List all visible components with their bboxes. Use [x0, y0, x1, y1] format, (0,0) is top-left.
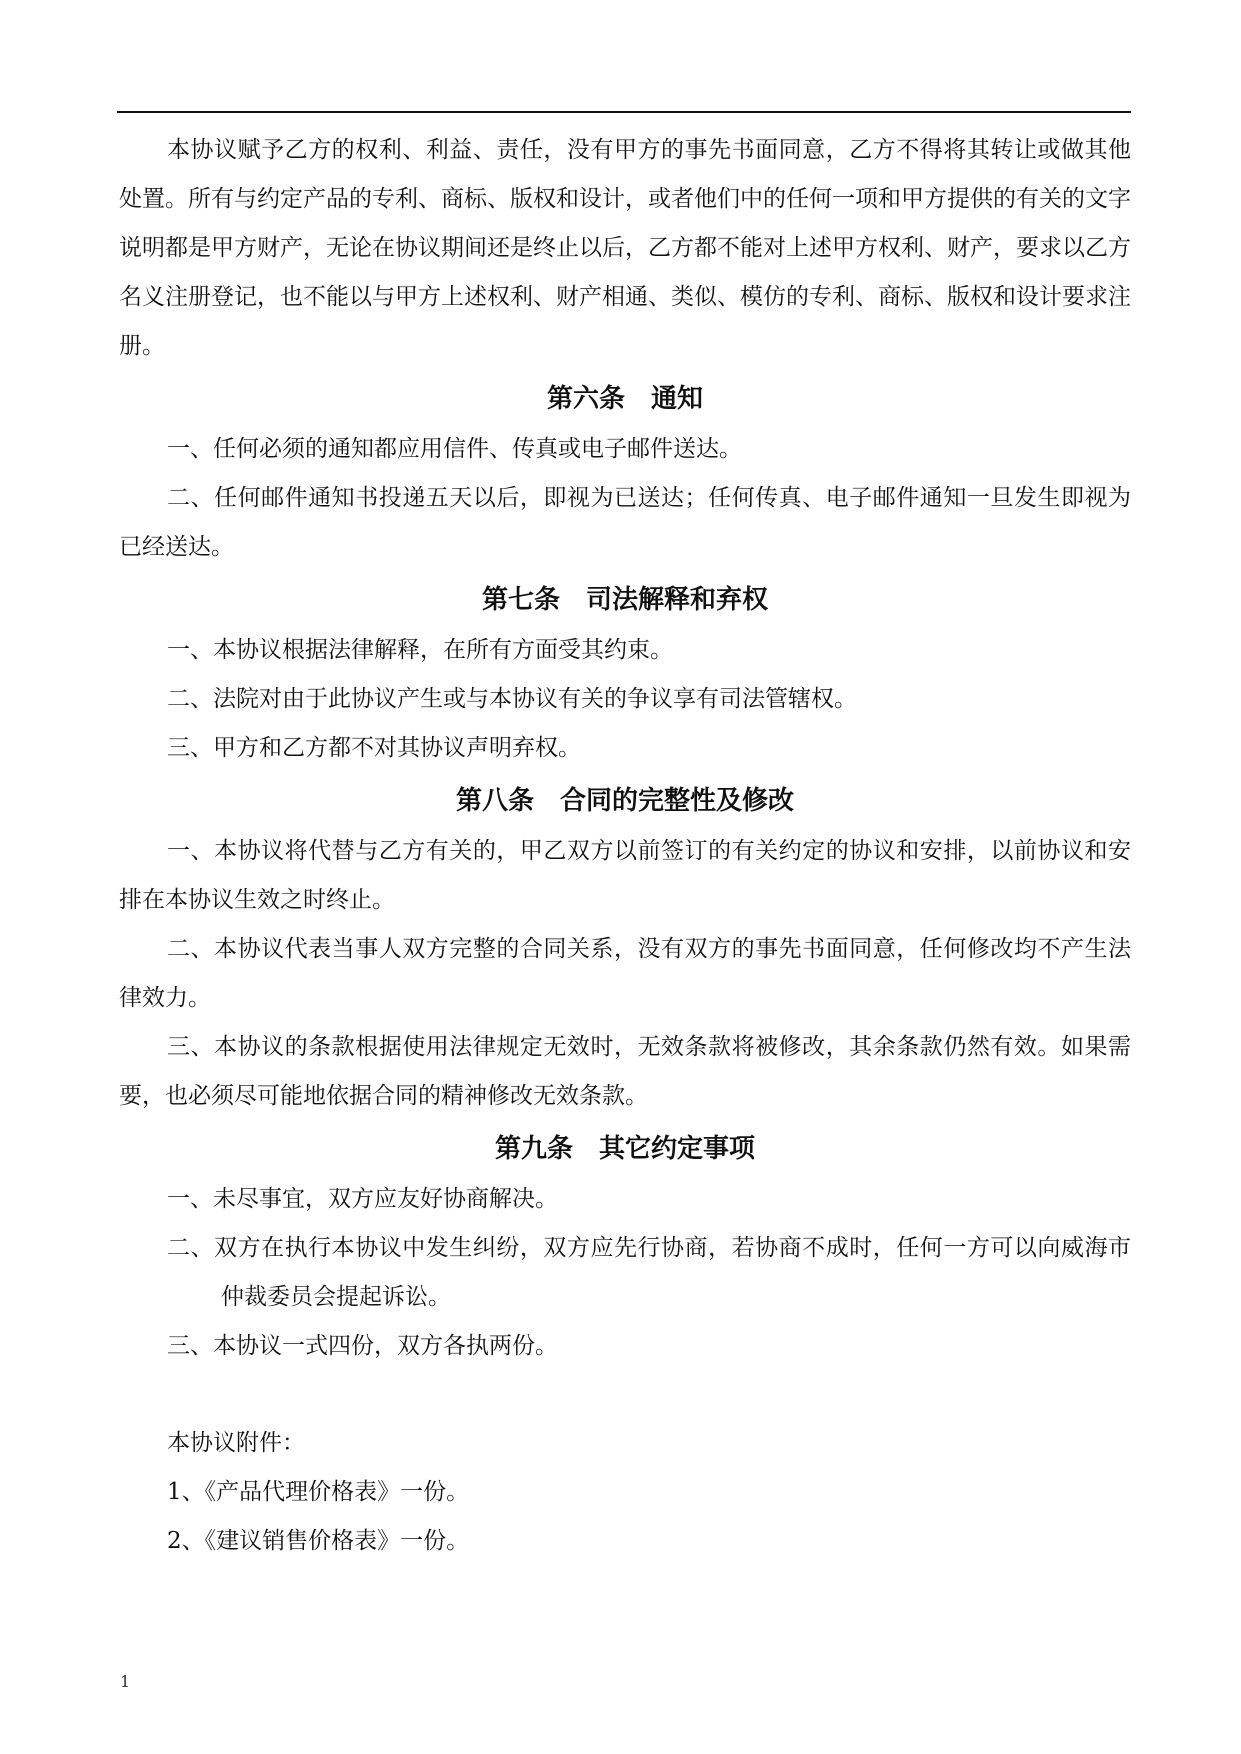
section-7-item-3: 三、甲方和乙方都不对其协议声明弃权。: [167, 735, 581, 761]
section-8-item-2: 二、本协议代表当事人双方完整的合同关系，没有双方的事先书面同意，任何修改均不产生法律效力。: [119, 936, 1131, 1011]
section-8-item-3: 三、本协议的条款根据使用法律规定无效时，无效条款将被修改，其余条款仍然有效。如果需要，也必须尽可能地依据合同的精神修改无效条款。: [119, 1034, 1131, 1109]
section-7-item-2: 二、法院对由于此协议产生或与本协议有关的争议享有司法管辖权。: [167, 686, 857, 712]
attachment-item-1: 1、《产品代理价格表》一份。: [167, 1479, 470, 1505]
attachment-item-2: 2、《建议销售价格表》一份。: [167, 1528, 470, 1554]
section-9-item-3: 三、本协议一式四份，双方各执两份。: [167, 1333, 558, 1359]
section-6-item-1: 一、任何必须的通知都应用信件、传真或电子邮件送达。: [167, 436, 742, 462]
section-7-item-1: 一、本协议根据法律解释，在所有方面受其约束。: [167, 637, 673, 663]
section-9-item-1: 一、未尽事宜，双方应友好协商解决。: [167, 1186, 558, 1212]
attachments-label: 本协议附件：: [167, 1430, 305, 1456]
document-body: [119, 126, 1131, 1566]
section-heading-8: 第八条 合同的完整性及修改: [455, 786, 794, 816]
section-heading-6: 第六条 通知: [546, 384, 703, 414]
section-heading-7: 第七条 司法解释和弃权: [481, 585, 768, 615]
section-heading-9: 第九条 其它约定事项: [494, 1134, 755, 1164]
intro-paragraph: 本协议赋予乙方的权利、利益、责任，没有甲方的事先书面同意，乙方不得将其转让或做其他处置。所有与约定产品的专利、商标、版权和设计，或者他们中的任何一项和甲方提供的有关的文字说明都是甲方财产，无论在协议期间还是终止以后，乙方都不能对上述甲方权利、财产，要求以乙方名义注册登记，也不能以与甲方上述权利、财产相通、类似、模仿的专利、商标、版权和设计要求注册。: [119, 137, 1131, 359]
section-9-item-2: 二、双方在执行本协议中发生纠纷，双方应先行协商，若协商不成时，任何一方可以向威海市仲裁委员会提起诉讼。: [167, 1235, 1131, 1310]
header-rule: [117, 111, 1131, 113]
section-8-item-1: 一、本协议将代替与乙方有关的，甲乙双方以前签订的有关约定的协议和安排，以前协议和安排在本协议生效之时终止。: [119, 838, 1131, 913]
section-6-item-2: 二、任何邮件通知书投递五天以后，即视为已送达；任何传真、电子邮件通知一旦发生即视为已经送达。: [119, 485, 1131, 560]
blank-line: [119, 1371, 1131, 1419]
page-number: 1: [120, 1672, 131, 1691]
